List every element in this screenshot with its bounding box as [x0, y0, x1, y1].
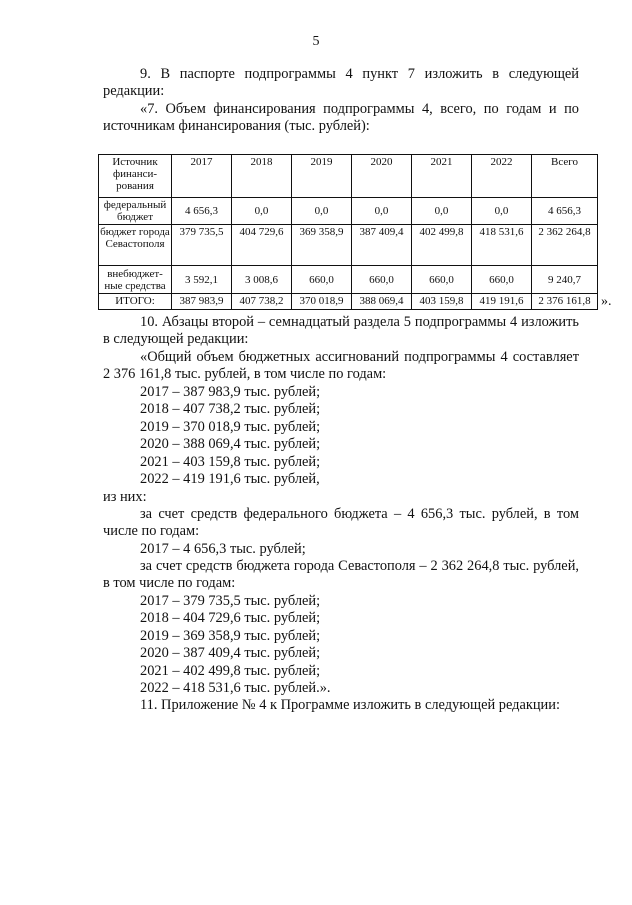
paragraph-city: за счет средств бюджета города Севастополя – 2 362 264,8 тыс. рублей, в том числе по годам:: [103, 558, 579, 592]
table-cell: 4 656,3: [532, 198, 598, 225]
year-line: 2017 – 4 656,3 тыс. рублей;: [140, 541, 306, 557]
table-cell: 2 376 161,8: [532, 294, 598, 310]
header-cell: Источник финанси-рования: [99, 155, 172, 198]
page-number: 5: [312, 34, 320, 49]
table-cell: 0,0: [292, 198, 352, 225]
paragraph-federal: за счет средств федерального бюджета – 4 656,3 тыс. рублей, в том числе по годам:: [103, 506, 579, 540]
year-line: 2019 – 369 358,9 тыс. рублей;: [140, 628, 321, 644]
paragraph-11: 11. Приложение № 4 к Программе изложить в следующей редакции:: [140, 697, 560, 713]
table-cell: 370 018,9: [292, 294, 352, 310]
row-label: федеральный бюджет: [99, 198, 172, 225]
header-cell: 2017: [172, 155, 232, 198]
table-cell: 404 729,6: [232, 225, 292, 266]
header-cell: Всего: [532, 155, 598, 198]
table-cell: 403 159,8: [412, 294, 472, 310]
table-cell: 660,0: [472, 266, 532, 294]
table-total-row: [99, 294, 598, 310]
table-cell: 387 409,4: [352, 225, 412, 266]
table-cell: 419 191,6: [472, 294, 532, 310]
year-line: 2017 – 387 983,9 тыс. рублей;: [140, 384, 321, 400]
table-cell: 3 592,1: [172, 266, 232, 294]
table-cell: 369 358,9: [292, 225, 352, 266]
header-cell: 2020: [352, 155, 412, 198]
table-cell: 9 240,7: [532, 266, 598, 294]
year-line: 2018 – 407 738,2 тыс. рублей;: [140, 401, 321, 417]
header-cell: 2022: [472, 155, 532, 198]
table-cell: 0,0: [232, 198, 292, 225]
financing-table: [98, 154, 598, 310]
of-them-label: из них:: [103, 489, 147, 505]
paragraph-9: 9. В паспорте подпрограммы 4 пункт 7 изложить в следующей редакции:: [103, 66, 579, 100]
year-line: 2018 – 404 729,6 тыс. рублей;: [140, 610, 321, 626]
paragraph-total: «Общий объем бюджетных ассигнований подпрограммы 4 составляет 2 376 161,8 тыс. рублей, в том числе по годам:: [103, 349, 579, 383]
table-cell: 0,0: [352, 198, 412, 225]
table-cell: 407 738,2: [232, 294, 292, 310]
table-row: [99, 198, 598, 225]
year-line: 2022 – 418 531,6 тыс. рублей.».: [140, 680, 331, 696]
paragraph-7-quote: «7. Объем финансирования подпрограммы 4, всего, по годам и по источникам финансирования (тыс. рублей):: [103, 101, 579, 135]
table-cell: 660,0: [352, 266, 412, 294]
year-line: 2017 – 379 735,5 тыс. рублей;: [140, 593, 321, 609]
row-label: бюджет города Севастополя: [99, 225, 172, 266]
table-cell: 0,0: [412, 198, 472, 225]
table-cell: 402 499,8: [412, 225, 472, 266]
table-header-row: [99, 155, 598, 198]
table-row: [99, 225, 598, 266]
table-end-mark: ».: [601, 294, 612, 309]
year-line: 2020 – 387 409,4 тыс. рублей;: [140, 645, 321, 661]
header-cell: 2019: [292, 155, 352, 198]
table-cell: 2 362 264,8: [532, 225, 598, 266]
table-cell: 379 735,5: [172, 225, 232, 266]
year-line: 2021 – 403 159,8 тыс. рублей;: [140, 454, 321, 470]
header-cell: 2021: [412, 155, 472, 198]
table-cell: 3 008,6: [232, 266, 292, 294]
year-line: 2021 – 402 499,8 тыс. рублей;: [140, 663, 321, 679]
table-cell: 387 983,9: [172, 294, 232, 310]
year-line: 2020 – 388 069,4 тыс. рублей;: [140, 436, 321, 452]
row-label: внебюджет-ные средства: [99, 266, 172, 294]
table-row: [99, 266, 598, 294]
table-cell: 660,0: [292, 266, 352, 294]
table-cell: 0,0: [472, 198, 532, 225]
table-cell: 388 069,4: [352, 294, 412, 310]
header-cell: 2018: [232, 155, 292, 198]
year-line: 2019 – 370 018,9 тыс. рублей;: [140, 419, 321, 435]
row-label: ИТОГО:: [99, 294, 172, 310]
paragraph-10: 10. Абзацы второй – семнадцатый раздела 5 подпрограммы 4 изложить в следующей редакции:: [103, 314, 579, 348]
table-cell: 418 531,6: [472, 225, 532, 266]
table-cell: 660,0: [412, 266, 472, 294]
table-cell: 4 656,3: [172, 198, 232, 225]
year-line: 2022 – 419 191,6 тыс. рублей,: [140, 471, 320, 487]
